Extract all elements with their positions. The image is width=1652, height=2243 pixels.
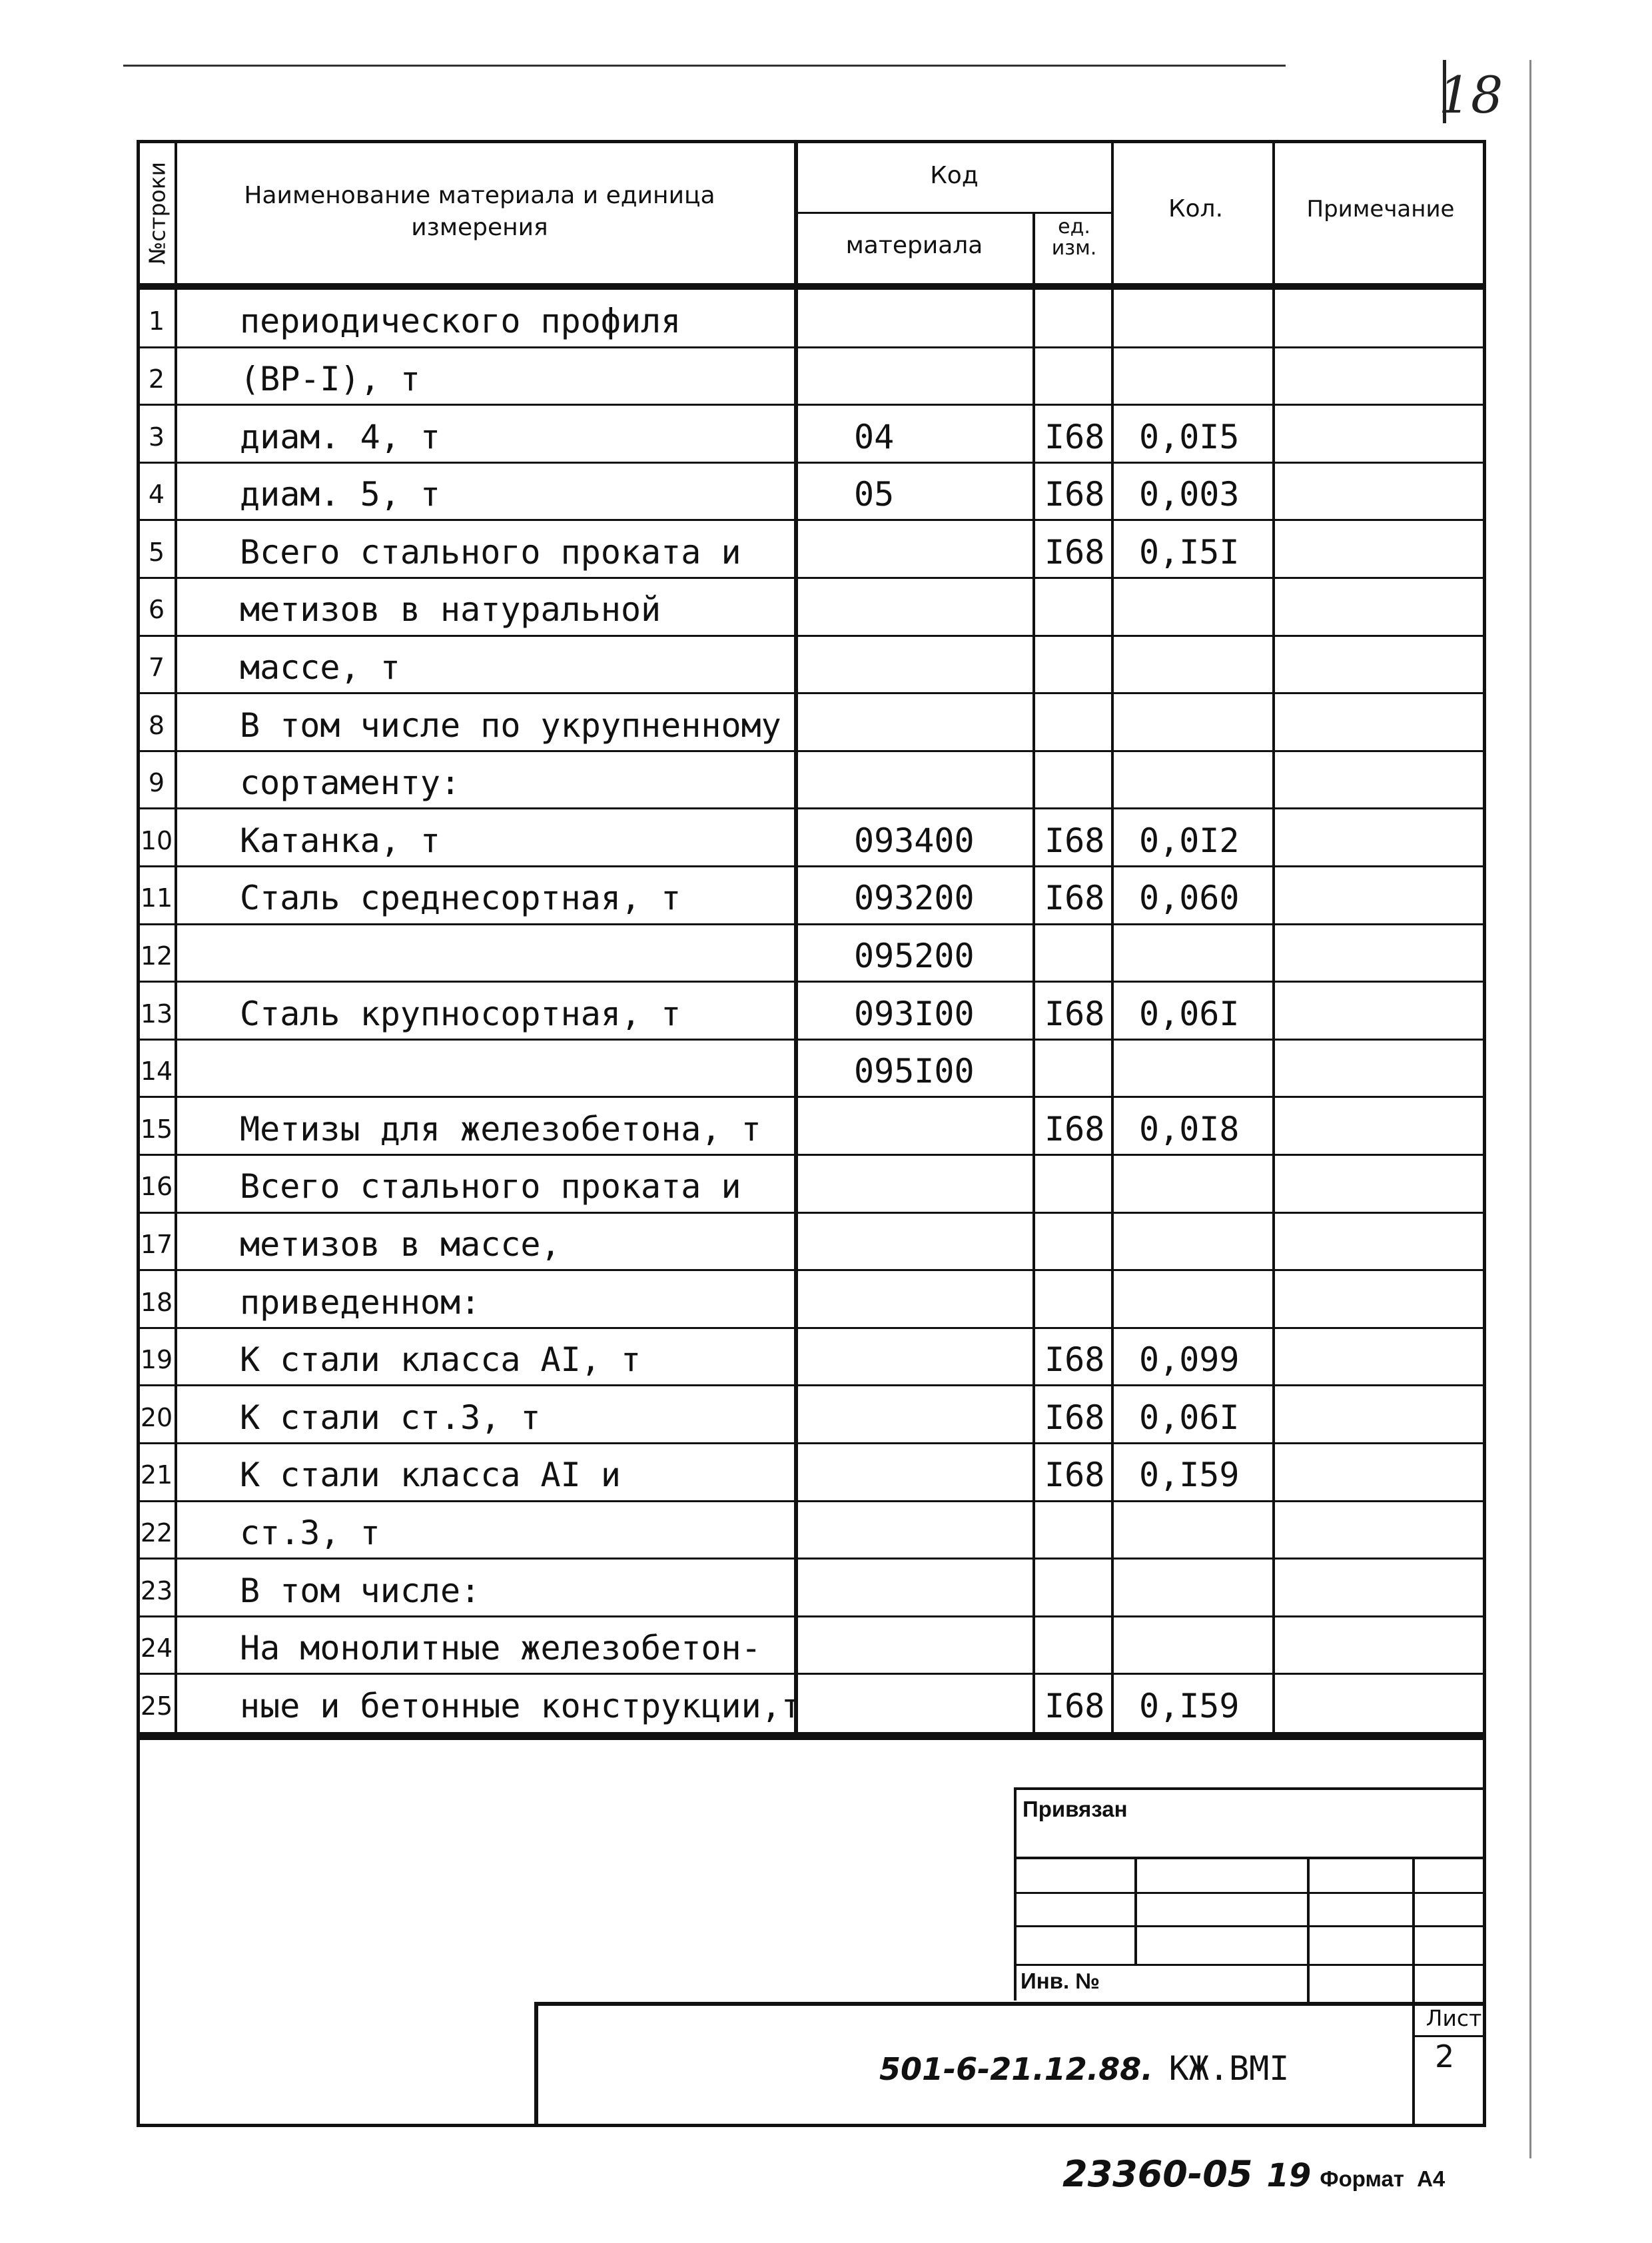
row-divider bbox=[139, 692, 1484, 694]
material-name: периодического профиля bbox=[240, 302, 681, 341]
row-divider bbox=[139, 404, 1484, 406]
material-code: 05 bbox=[854, 475, 895, 514]
quantity-value: 0,0I8 bbox=[1139, 1109, 1240, 1148]
grid-line bbox=[1272, 140, 1275, 1739]
row-number: 16 bbox=[140, 1172, 173, 1202]
material-name: Сталь среднесортная, т bbox=[240, 879, 681, 918]
row-number: 8 bbox=[148, 710, 165, 740]
row-number: 2 bbox=[148, 364, 165, 394]
grid-line bbox=[139, 1732, 1484, 1740]
unit-code: I68 bbox=[1044, 1686, 1105, 1725]
row-divider bbox=[139, 635, 1484, 637]
row-number: 23 bbox=[140, 1575, 173, 1605]
row-number: 4 bbox=[148, 480, 165, 510]
header-row-number bbox=[139, 143, 176, 283]
quantity-value: 0,099 bbox=[1139, 1340, 1240, 1380]
row-divider bbox=[139, 1558, 1484, 1560]
quantity-value: 0,06I bbox=[1139, 994, 1240, 1033]
row-number: 11 bbox=[140, 883, 173, 913]
row-number: 6 bbox=[148, 595, 165, 625]
header-code-unit: ед. изм. bbox=[1051, 215, 1097, 260]
material-code: 095I00 bbox=[854, 1052, 975, 1091]
row-number: 14 bbox=[140, 1057, 173, 1087]
material-name: Метизы для железобетона, т bbox=[240, 1109, 761, 1148]
inventory-number: 23360-05 bbox=[1062, 2153, 1253, 2195]
material-name: К стали класса АI, т bbox=[240, 1340, 641, 1380]
quantity-value: 0,I59 bbox=[1139, 1456, 1240, 1495]
unit-code: I68 bbox=[1044, 532, 1105, 572]
row-divider bbox=[139, 1327, 1484, 1329]
title-block-line bbox=[534, 2002, 538, 2125]
unit-code: I68 bbox=[1044, 1398, 1105, 1437]
row-divider bbox=[139, 1442, 1484, 1444]
row-divider bbox=[139, 1269, 1484, 1271]
inventory-sub: 19 bbox=[1266, 2157, 1312, 2194]
material-name: Всего стального проката и bbox=[240, 532, 741, 572]
material-name: В том числе: bbox=[240, 1571, 481, 1610]
inventory-label: Инв. № bbox=[1021, 1969, 1100, 1993]
unit-code: I68 bbox=[1044, 879, 1105, 918]
material-name: массе, т bbox=[240, 648, 400, 687]
unit-code: I68 bbox=[1044, 1109, 1105, 1148]
row-number: 17 bbox=[140, 1229, 173, 1259]
format-value: А4 bbox=[1417, 2166, 1446, 2191]
grid-line bbox=[139, 283, 1484, 290]
title-block-line bbox=[1307, 1857, 1310, 2003]
inventory-stamp bbox=[1062, 2153, 1462, 2200]
material-name: ст.3, т bbox=[240, 1513, 380, 1552]
material-code: 095200 bbox=[854, 936, 975, 975]
title-block-line bbox=[1014, 1787, 1485, 1790]
row-divider bbox=[139, 1615, 1484, 1617]
material-name: диам. 4, т bbox=[240, 417, 441, 456]
row-divider bbox=[139, 1039, 1484, 1041]
title-block-line bbox=[1014, 1787, 1017, 2001]
title-block-line bbox=[534, 2002, 1485, 2006]
row-number: 12 bbox=[140, 941, 173, 971]
bound-label: Привязан bbox=[1023, 1797, 1128, 1821]
material-code: 093200 bbox=[854, 879, 975, 918]
row-number: 18 bbox=[140, 1287, 173, 1317]
material-name: К стали класса АI и bbox=[240, 1456, 621, 1495]
quantity-value: 0,003 bbox=[1139, 475, 1240, 514]
row-number: 1 bbox=[148, 306, 165, 336]
right-margin-line bbox=[1529, 60, 1531, 2158]
format-label: Формат bbox=[1320, 2166, 1404, 2191]
row-divider bbox=[139, 923, 1484, 925]
quantity-value: 0,060 bbox=[1139, 879, 1240, 918]
row-divider bbox=[139, 1096, 1484, 1098]
row-divider bbox=[139, 1500, 1484, 1502]
row-divider bbox=[139, 346, 1484, 348]
grid-line bbox=[796, 212, 1112, 214]
quantity-value: 0,I59 bbox=[1139, 1686, 1240, 1725]
row-number: 3 bbox=[148, 422, 165, 452]
document-code bbox=[879, 2045, 1426, 2092]
row-divider bbox=[139, 981, 1484, 983]
unit-code: I68 bbox=[1044, 1340, 1105, 1380]
row-divider bbox=[139, 1154, 1484, 1156]
unit-code: I68 bbox=[1044, 417, 1105, 456]
material-name: К стали ст.3, т bbox=[240, 1398, 541, 1437]
quantity-value: 0,0I2 bbox=[1139, 821, 1240, 860]
quantity-value: 0,06I bbox=[1139, 1398, 1240, 1437]
material-code: 093400 bbox=[854, 821, 975, 860]
row-number: 24 bbox=[140, 1633, 173, 1663]
header-code: Код bbox=[930, 162, 979, 189]
row-divider bbox=[139, 1212, 1484, 1214]
row-divider bbox=[139, 750, 1484, 752]
row-number: 13 bbox=[140, 999, 173, 1029]
material-name: диам. 5, т bbox=[240, 475, 441, 514]
quantity-value: 0,I5I bbox=[1139, 532, 1240, 572]
grid-line bbox=[1032, 212, 1035, 1739]
unit-code: I68 bbox=[1044, 994, 1105, 1033]
row-divider bbox=[139, 462, 1484, 464]
grid-line bbox=[794, 140, 798, 1739]
quantity-value: 0,0I5 bbox=[1139, 417, 1240, 456]
row-number: 15 bbox=[140, 1114, 173, 1144]
row-number: 21 bbox=[140, 1460, 173, 1490]
row-divider bbox=[139, 807, 1484, 809]
row-number: 22 bbox=[140, 1518, 173, 1548]
row-divider bbox=[139, 865, 1484, 867]
row-divider bbox=[139, 577, 1484, 579]
material-name: Катанка, т bbox=[240, 821, 441, 860]
material-name: приведенном: bbox=[240, 1282, 481, 1322]
title-block-line bbox=[1412, 1857, 1415, 2003]
material-name: Всего стального проката и bbox=[240, 1167, 741, 1206]
top-rule bbox=[123, 65, 1286, 67]
material-code: 093I00 bbox=[854, 994, 975, 1033]
row-number: 5 bbox=[148, 537, 165, 567]
sheet-label: Лист bbox=[1426, 2005, 1482, 2031]
row-number: 10 bbox=[140, 825, 173, 855]
row-divider bbox=[139, 1673, 1484, 1675]
document-code-mark: КЖ.ВМI bbox=[1168, 2049, 1290, 2088]
material-name: В том числе по укрупненному bbox=[240, 705, 781, 745]
row-number: 9 bbox=[148, 768, 165, 798]
header-name: Наименование материала и единица измерения bbox=[244, 182, 715, 241]
row-divider bbox=[139, 1384, 1484, 1386]
unit-code: I68 bbox=[1044, 821, 1105, 860]
corner-sheet-number: 18 bbox=[1438, 65, 1503, 125]
grid-line bbox=[1111, 140, 1114, 1739]
unit-code: I68 bbox=[1044, 1456, 1105, 1495]
unit-code: I68 bbox=[1044, 475, 1105, 514]
header-note: Примечание bbox=[1306, 196, 1455, 223]
material-name: (ВР-I), т bbox=[240, 359, 420, 398]
title-block-line bbox=[1412, 2035, 1485, 2037]
header-code-material: материала bbox=[845, 232, 983, 259]
material-name: метизов в натуральной bbox=[240, 590, 661, 630]
document-code-handwritten: 501-6-21.12.88. bbox=[879, 2051, 1153, 2087]
row-number: 19 bbox=[140, 1345, 173, 1375]
material-name: сортаменту: bbox=[240, 763, 461, 803]
sheet-value: 2 bbox=[1435, 2038, 1455, 2074]
material-name: На монолитные железобетон- bbox=[240, 1629, 761, 1668]
row-divider bbox=[139, 519, 1484, 521]
row-number: 7 bbox=[148, 652, 165, 682]
header-row-number-label: №строки bbox=[144, 161, 171, 265]
header-quantity: Кол. bbox=[1168, 195, 1224, 223]
material-code: 04 bbox=[854, 417, 895, 456]
row-number: 25 bbox=[140, 1691, 173, 1721]
material-name: метизов в массе, bbox=[240, 1224, 561, 1264]
row-number: 20 bbox=[140, 1402, 173, 1432]
material-name: Сталь крупносортная, т bbox=[240, 994, 681, 1033]
title-block-line bbox=[1134, 1857, 1137, 1965]
grid-line bbox=[175, 140, 177, 1739]
material-name: ные и бетонные конструкции,т bbox=[240, 1686, 801, 1725]
